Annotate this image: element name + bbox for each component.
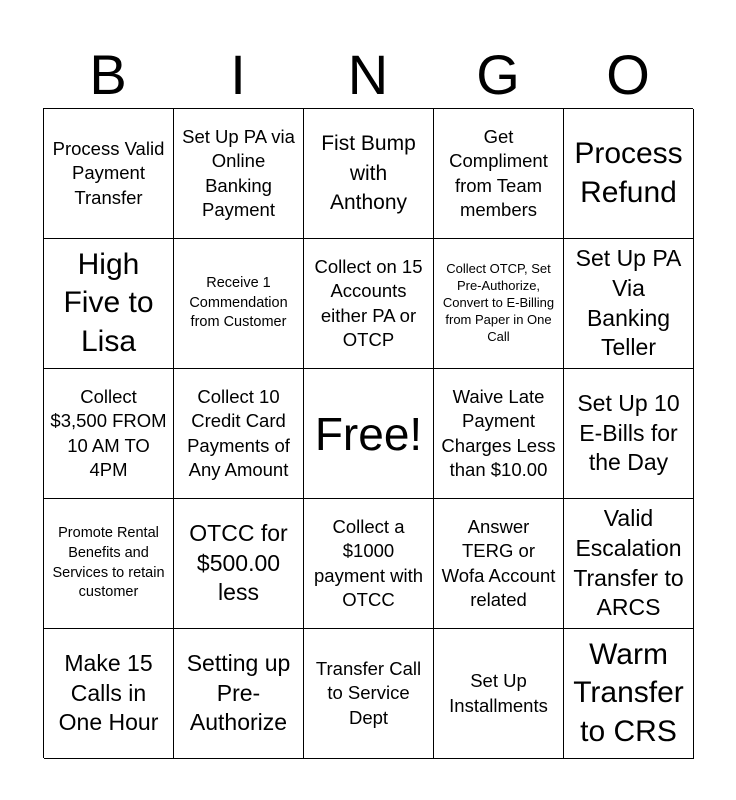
header-letter-o: O (606, 43, 650, 106)
bingo-cell[interactable]: Setting up Pre-Authorize (174, 629, 304, 759)
bingo-cell[interactable]: OTCC for $500.00 less (174, 499, 304, 629)
bingo-cell[interactable]: Collect a $1000 payment with OTCC (304, 499, 434, 629)
header-letter-g: G (476, 43, 520, 106)
bingo-cell[interactable]: Get Compliment from Team members (434, 109, 564, 239)
bingo-cell[interactable]: Set Up Installments (434, 629, 564, 759)
bingo-cell[interactable]: Warm Transfer to CRS (564, 629, 694, 759)
bingo-cell[interactable]: Process Refund (564, 109, 694, 239)
bingo-cell[interactable]: Set Up 10 E-Bills for the Day (564, 369, 694, 499)
bingo-cell[interactable]: Valid Escalation Transfer to ARCS (564, 499, 694, 629)
bingo-header (43, 40, 693, 108)
bingo-cell[interactable]: Set Up PA Via Banking Teller (564, 239, 694, 369)
bingo-cell[interactable]: Answer TERG or Wofa Account related (434, 499, 564, 629)
bingo-cell[interactable]: Transfer Call to Service Dept (304, 629, 434, 759)
bingo-cell[interactable]: Collect $3,500 FROM 10 AM TO 4PM (44, 369, 174, 499)
bingo-cell[interactable]: Collect on 15 Accounts either PA or OTCP (304, 239, 434, 369)
bingo-cell[interactable]: Process Valid Payment Transfer (44, 109, 174, 239)
bingo-cell[interactable]: Collect 10 Credit Card Payments of Any Amount (174, 369, 304, 499)
bingo-cell[interactable]: High Five to Lisa (44, 239, 174, 369)
header-letter-n: N (347, 43, 389, 106)
bingo-cell[interactable]: Make 15 Calls in One Hour (44, 629, 174, 759)
header-letter-b: B (89, 43, 127, 106)
bingo-board (43, 108, 693, 758)
bingo-cell[interactable]: Promote Rental Benefits and Services to retain customer (44, 499, 174, 629)
header-letter-i: I (230, 43, 246, 106)
bingo-cell[interactable]: Collect OTCP, Set Pre-Authorize, Convert to E-Billing from Paper in One Call (434, 239, 564, 369)
free-space-cell[interactable]: Free! (304, 369, 434, 499)
bingo-cell[interactable]: Waive Late Payment Charges Less than $10.00 (434, 369, 564, 499)
bingo-cell[interactable]: Set Up PA via Online Banking Payment (174, 109, 304, 239)
bingo-cell[interactable]: Receive 1 Commendation from Customer (174, 239, 304, 369)
bingo-cell[interactable]: Fist Bump with Anthony (304, 109, 434, 239)
